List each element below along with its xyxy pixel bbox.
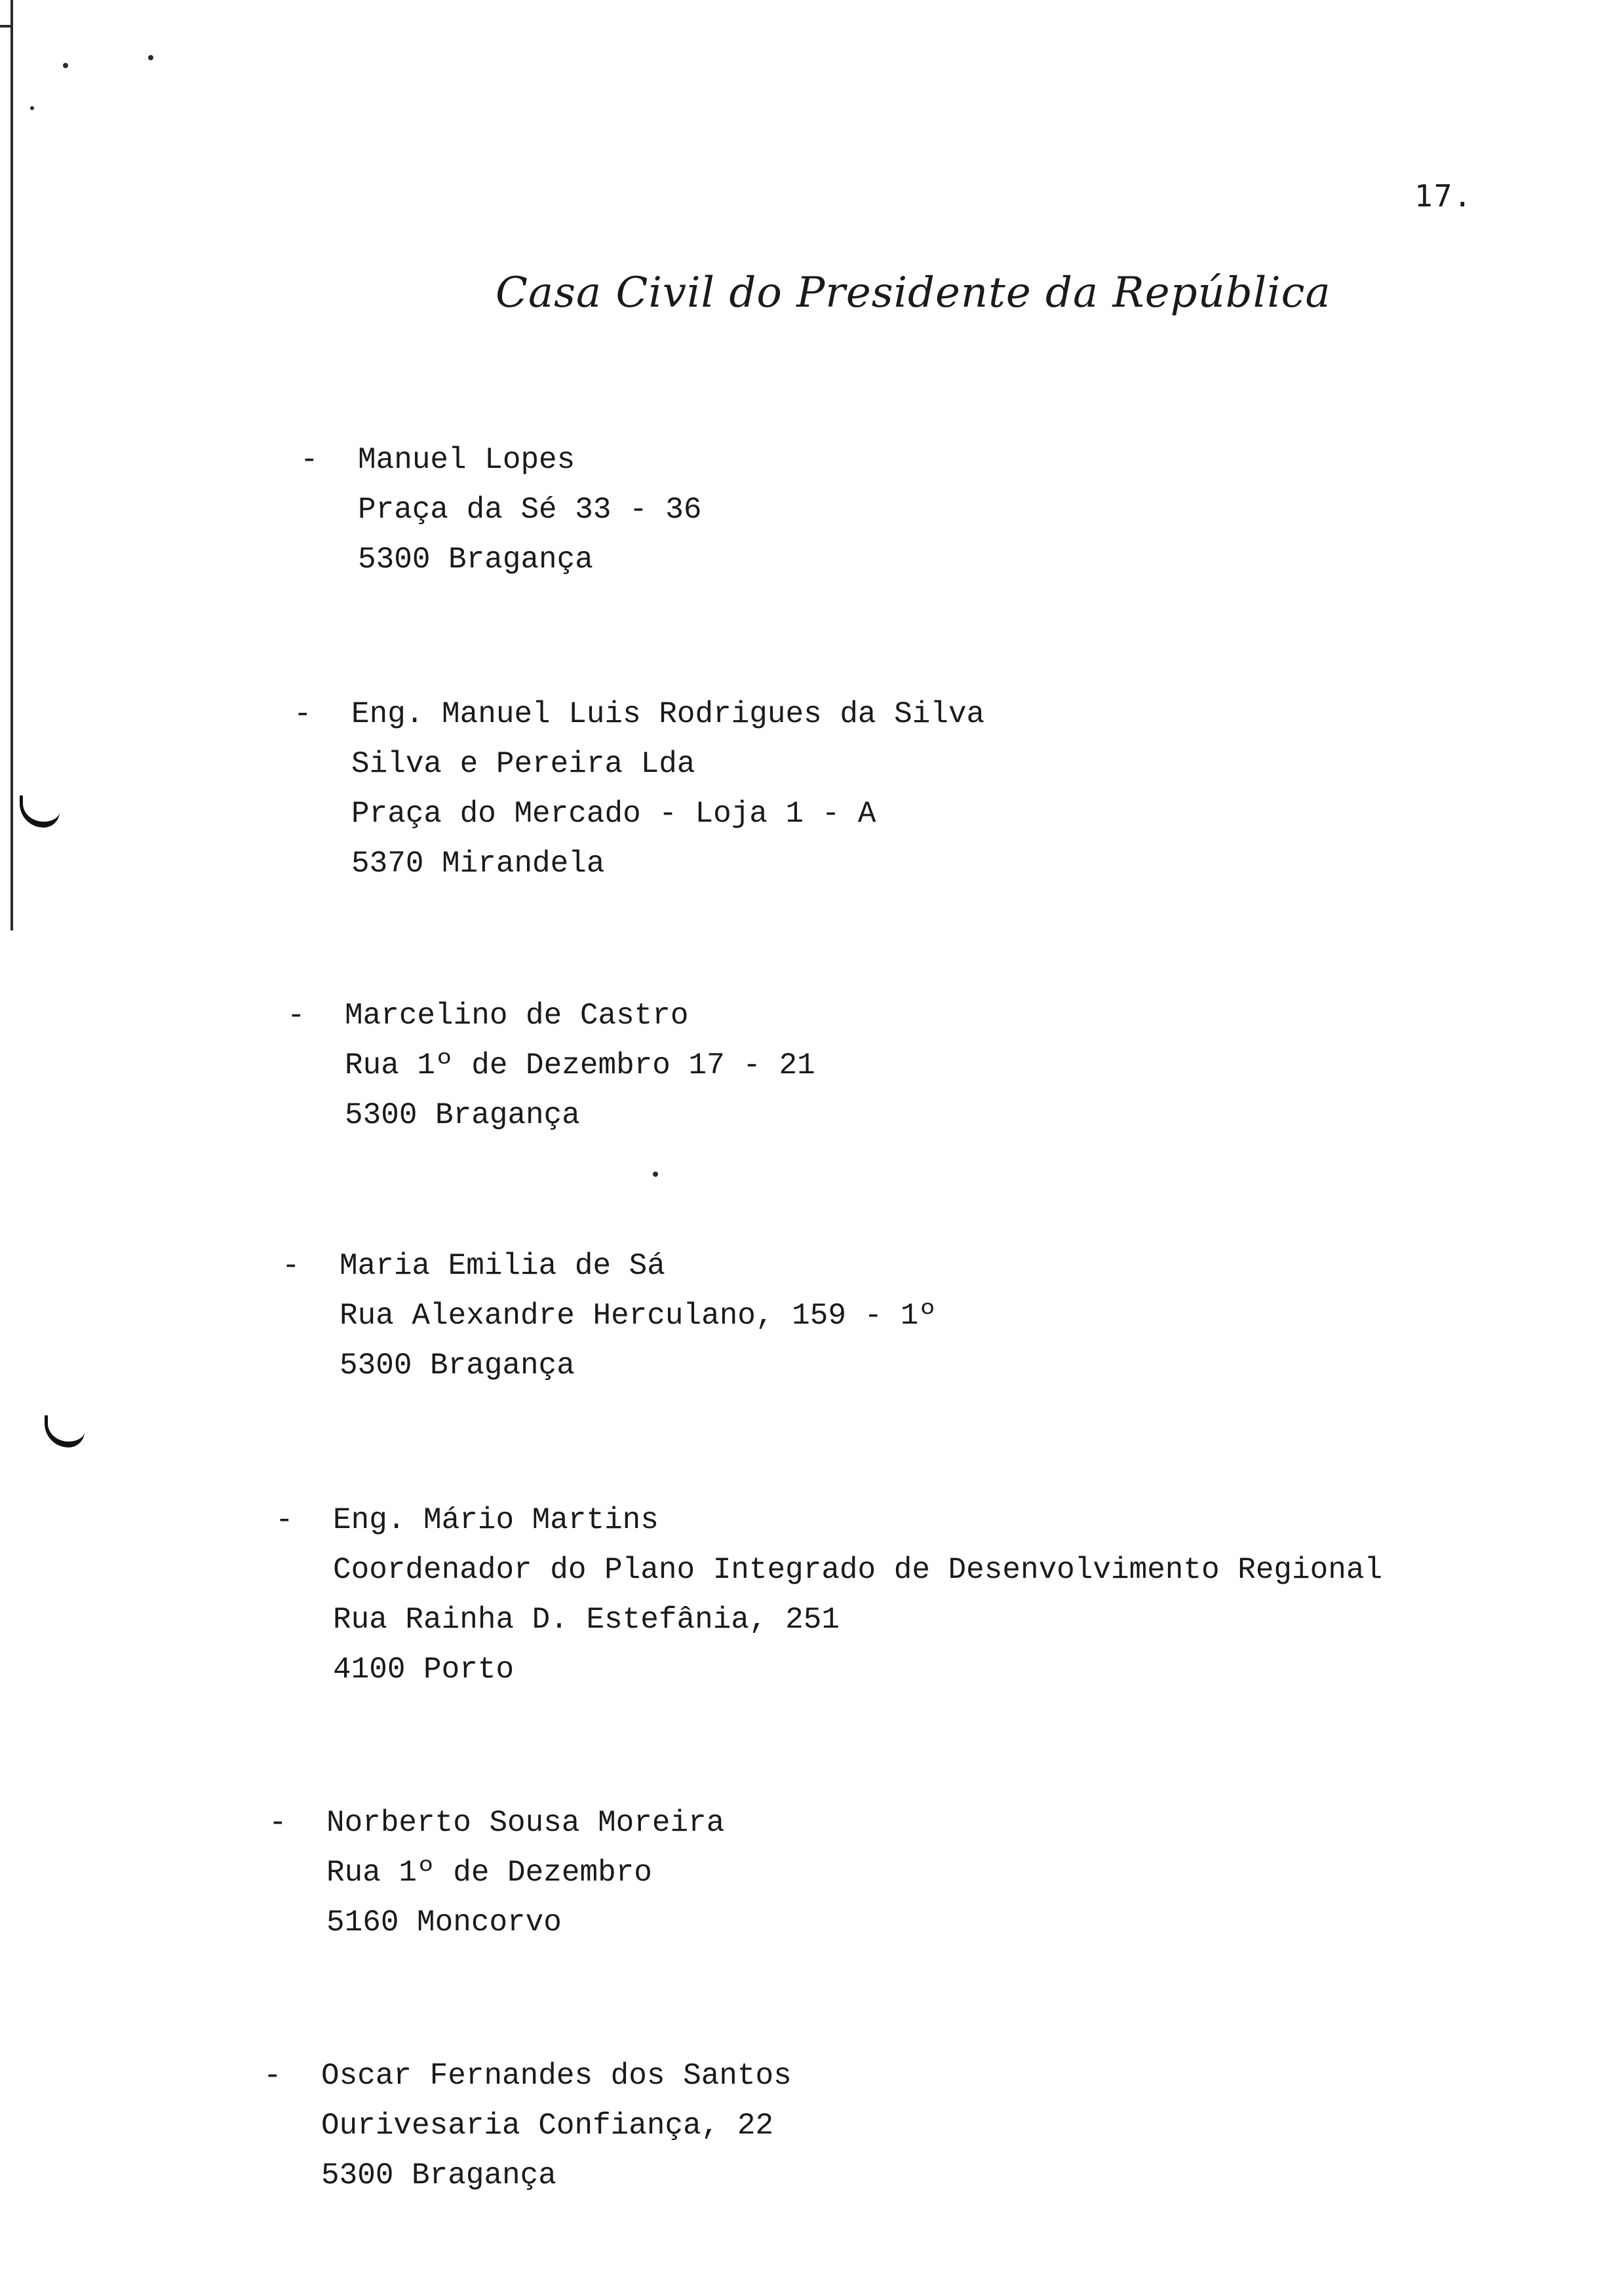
list-dash: -: [263, 2059, 282, 2093]
entry-name: Oscar Fernandes dos Santos: [321, 2059, 792, 2093]
entry-postal-line: 5160 Moncorvo: [326, 1905, 562, 1940]
entry-address-line: Rua Alexandre Herculano, 159 - 1º: [340, 1299, 937, 1333]
address-entry: [269, 1798, 725, 1947]
entry-address-line: Rua 1º de Dezembro 17 - 21: [345, 1048, 815, 1082]
entry-postal-line: 5300 Bragança: [345, 1098, 580, 1132]
entry-postal-line: 5370 Mirandela: [351, 847, 605, 881]
address-entry: [287, 991, 815, 1140]
entry-name: Eng. Manuel Luis Rodrigues da Silva: [351, 697, 985, 731]
address-entry: [294, 689, 985, 889]
page-edge-tick: [0, 25, 10, 28]
entry-postal-line: 5300 Bragança: [340, 1349, 575, 1383]
entry-company-line: Silva e Pereira Lda: [351, 747, 695, 781]
speck: [63, 63, 68, 68]
entry-postal-line: 4100 Porto: [333, 1653, 515, 1687]
entry-name: Maria Emilia de Sá: [340, 1249, 665, 1283]
list-dash: -: [300, 443, 319, 477]
letterhead: Casa Civil do Presidente da República: [496, 269, 1331, 317]
entry-postal-line: 5300 Bragança: [321, 2158, 556, 2192]
entry-name: Marcelino de Castro: [345, 999, 689, 1033]
address-entry: [282, 1241, 937, 1390]
list-dash: -: [287, 999, 305, 1033]
binder-hook-mark: [45, 1415, 85, 1447]
entry-name: Norberto Sousa Moreira: [326, 1806, 725, 1840]
page-edge-rule: [10, 0, 13, 930]
entry-address-line: Rua Rainha D. Estefânia, 251: [333, 1603, 840, 1637]
entry-name: Eng. Mário Martins: [333, 1503, 659, 1537]
speck: [30, 106, 34, 110]
address-entry: [263, 2051, 792, 2200]
list-dash: -: [282, 1249, 300, 1283]
speck: [653, 1172, 658, 1177]
page-number: 17.: [1414, 178, 1473, 214]
entry-title-line: Coordenador do Plano Integrado de Desenvolvimento Regional: [333, 1553, 1383, 1587]
entry-address-line: Rua 1º de Dezembro: [326, 1856, 652, 1890]
entry-name: Manuel Lopes: [358, 443, 575, 477]
address-entry: [275, 1495, 1383, 1694]
list-dash: -: [269, 1806, 287, 1840]
speck: [148, 55, 153, 60]
entry-address-line: Ourivesaria Confiança, 22: [321, 2109, 774, 2143]
binder-hook-mark: [20, 795, 60, 828]
list-dash: -: [294, 697, 312, 731]
entry-address-line: Praça do Mercado - Loja 1 - A: [351, 797, 876, 831]
address-entry: [300, 435, 702, 584]
list-dash: -: [275, 1503, 294, 1537]
entry-postal-line: 5300 Bragança: [358, 543, 593, 577]
entry-address-line: Praça da Sé 33 - 36: [358, 493, 702, 527]
